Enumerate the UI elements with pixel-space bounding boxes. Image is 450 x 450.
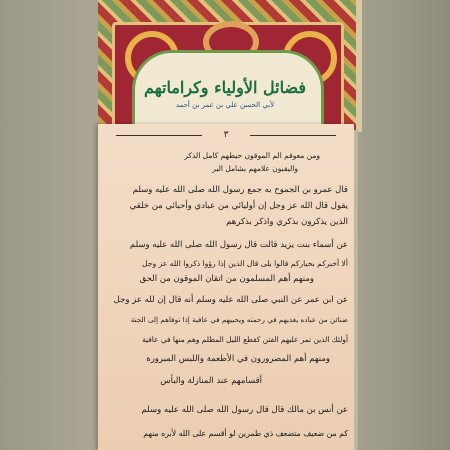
book-page xyxy=(98,124,354,450)
text-line: قال عمرو بن الجموح به جمع رسول الله صلى الله عليه وسلم xyxy=(132,185,348,195)
text-line: كم من ضعيف متضعف ذي طمرين لو أقسم على الله لأبره منهم xyxy=(143,429,348,438)
text-line: ومن معوقم الم الموقون حيطهم كامل الذكر xyxy=(184,151,320,160)
text-line: ضنائن من عباده يغذيهم في رحمته ويحييهم في عافية إذا توفاهم إلى الجنة xyxy=(130,315,348,324)
book-cover xyxy=(98,0,362,132)
text-line: ألا أخبركم بخياركم قالوا بلى قال الذين إذا رؤوا ذكروا الله عز وجل xyxy=(142,259,348,268)
text-line: واليقبون علامهم بشامل البر xyxy=(212,164,298,173)
text-line: أقسامهم عند المنازلة والبأس xyxy=(160,376,262,386)
book-page-edge xyxy=(354,130,358,450)
cover-title: فضائل الأولياء وكراماتهم xyxy=(143,78,307,97)
text-line: الذين يذكرون بذكري واذكر بذكرهم xyxy=(226,217,348,227)
cover-subtitle: لأبي الحسن علي بن عمر بن أحمد xyxy=(175,101,275,109)
text-line: يقول قال الله عز وجل إن أوليائي من عبادي وأحبائي من خلقي xyxy=(129,201,348,211)
header-rule-right xyxy=(250,135,336,136)
text-line: عن أسماء بنت يزيد قالت قال رسول الله صلى الله عليه وسلم xyxy=(129,240,348,250)
text-line: ومنهم أهم المسلمون من اتقان الموقون من الحق xyxy=(139,274,314,284)
text-line: ومنهم أهم المصرورون في الأطعمة واللبس المبرورة xyxy=(146,354,330,364)
text-line: عن أنس بن مالك قال قال رسول الله صلى الله عليه وسلم xyxy=(141,405,348,415)
text-line: أولئك الذين تمر عليهم الفتن كقطع الليل المظلم وهم منها في عافية xyxy=(142,335,348,344)
page-number: ٣ xyxy=(223,130,229,140)
text-line: عن ابن عمر عن النبي صلى الله عليه وسلم أنه قال إن لله عز وجل xyxy=(113,295,348,305)
